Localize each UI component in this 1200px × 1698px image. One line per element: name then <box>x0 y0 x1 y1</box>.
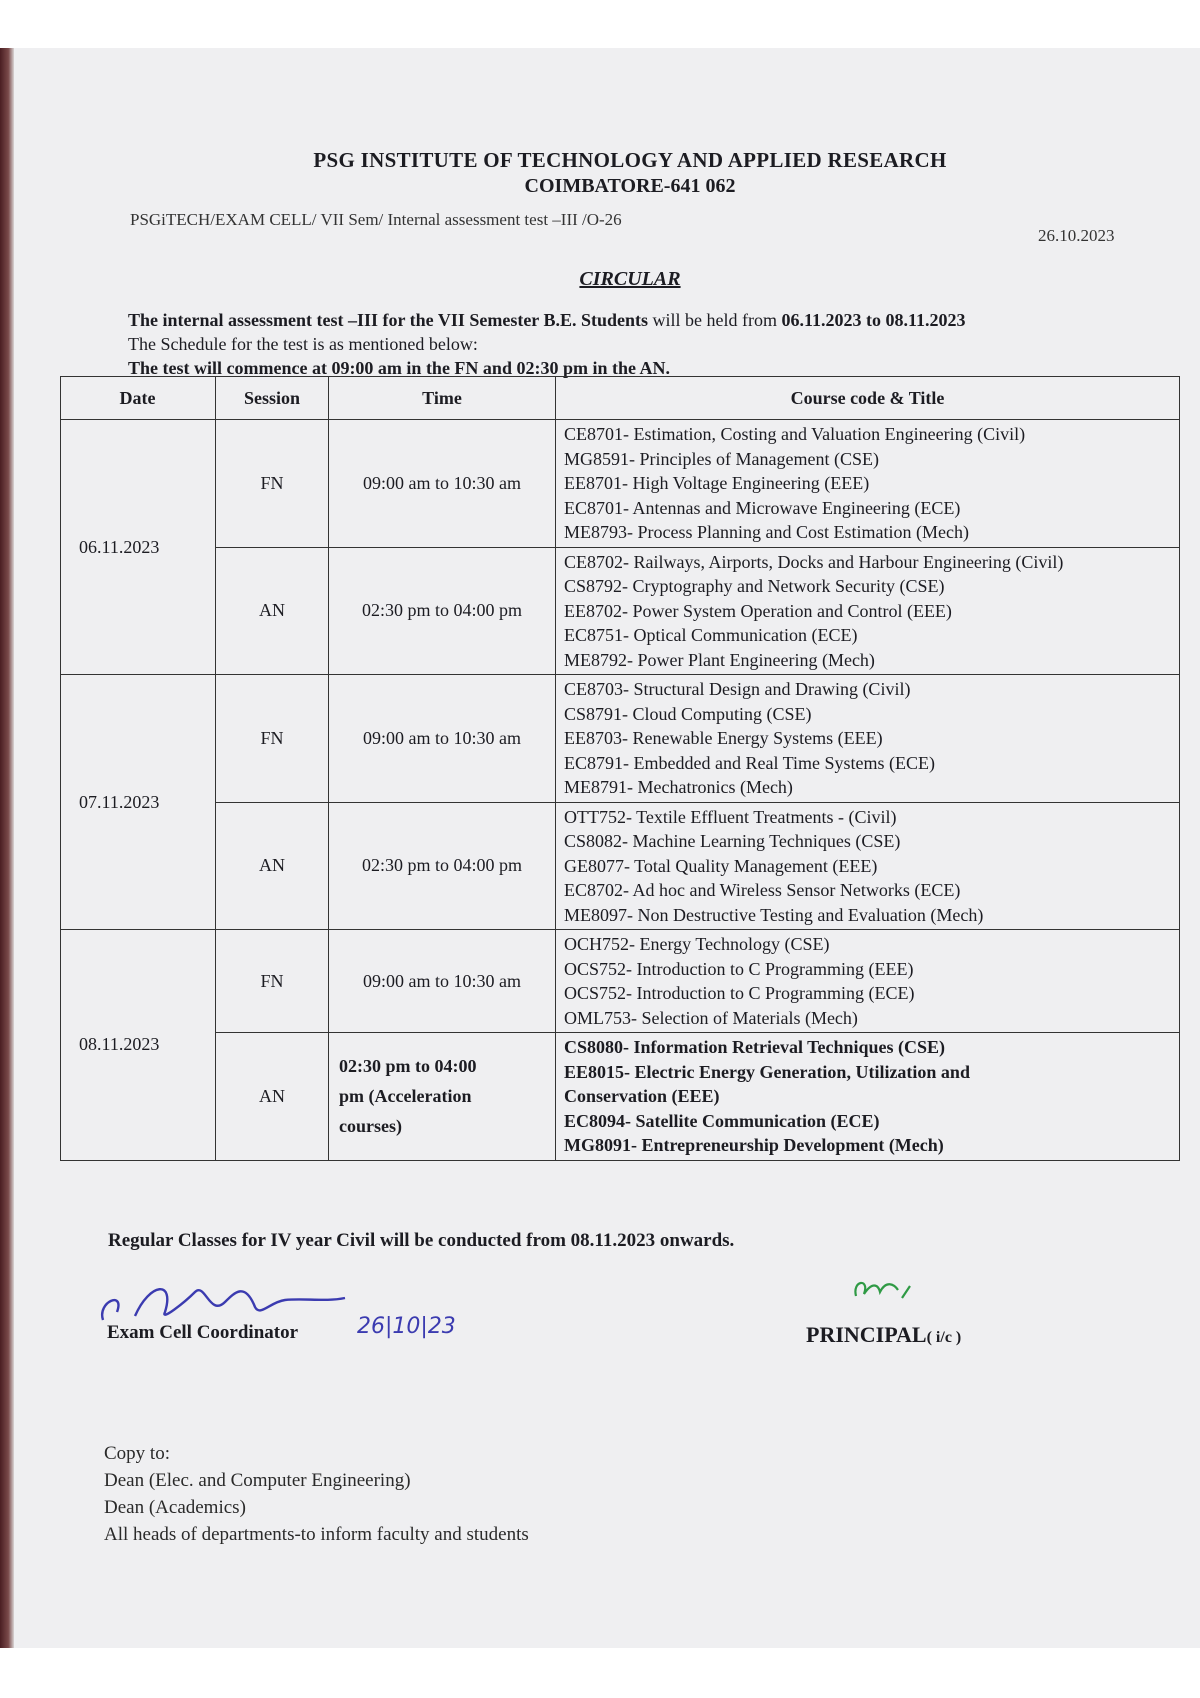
course-item: CS8791- Cloud Computing (CSE) <box>564 703 812 724</box>
session-cell: FN <box>216 930 329 1033</box>
table-row <box>61 1033 1180 1161</box>
course-item: OCH752- Energy Technology (CSE) <box>564 934 830 954</box>
header-time: Time <box>329 377 556 420</box>
course-cell <box>556 675 1180 803</box>
time-cell: 09:00 am to 10:30 am <box>329 930 556 1033</box>
course-item: CS8080- Information Retrieval Techniques (CSE) <box>564 1037 946 1057</box>
copy-to-list <box>104 1440 529 1548</box>
course-item: ME8792- Power Plant Engineering (Mech) <box>564 649 875 670</box>
time-cell: 09:00 am to 10:30 am <box>329 675 556 803</box>
course-item: CS8792- Cryptography and Network Security (CSE) <box>564 576 945 596</box>
course-item: OCS752- Introduction to C Programming (EEE) <box>564 958 914 979</box>
intro-line-1: The internal assessment test –III for the VII Semester B.E. Students will be held from 06.11.2023 to 08.11.2023 <box>128 310 966 330</box>
schedule-table <box>60 376 1180 1161</box>
copy-to-label: Copy to: <box>104 1443 170 1464</box>
course-item: EE8703- Renewable Energy Systems (EEE) <box>564 728 883 748</box>
course-item: OML753- Selection of Materials (Mech) <box>564 1007 858 1028</box>
session-cell: AN <box>216 802 329 930</box>
circular-intro <box>128 284 1168 380</box>
course-item: MG8591- Principles of Management (CSE) <box>564 448 879 469</box>
list-item: Dean (Academics) <box>104 1497 246 1518</box>
course-cell <box>556 420 1180 548</box>
course-item: EE8015- Electric Energy Generation, Utilization and <box>564 1061 970 1082</box>
header-session: Session <box>216 377 329 420</box>
intro-line-3: The test will commence at 09:00 am in the FN and 02:30 pm in the AN. <box>128 358 670 378</box>
course-cell <box>556 802 1180 930</box>
coordinator-title: Exam Cell Coordinator <box>107 1322 299 1343</box>
institution-city: COIMBATORE-641 062 <box>524 175 736 197</box>
date-cell: 07.11.2023 <box>61 675 216 930</box>
header-course: Course code & Title <box>556 377 1180 420</box>
course-item: ME8793- Process Planning and Cost Estimation (Mech) <box>564 522 969 542</box>
course-item: CE8701- Estimation, Costing and Valuation Engineering (Civil) <box>564 424 1026 444</box>
date-cell: 06.11.2023 <box>61 420 216 675</box>
course-item: EE8702- Power System Operation and Control (EEE) <box>564 600 952 621</box>
table-header-row <box>61 377 1180 420</box>
session-cell: AN <box>216 547 329 675</box>
course-item: EC8791- Embedded and Real Time Systems (ECE) <box>564 752 935 773</box>
course-item: CE8702- Railways, Airports, Docks and Harbour Engineering (Civil) <box>564 551 1064 572</box>
time-cell: 09:00 am to 10:30 am <box>329 420 556 548</box>
course-item: Conservation (EEE) <box>564 1086 720 1106</box>
principal-initials <box>850 1270 930 1310</box>
course-cell <box>556 1033 1180 1161</box>
list-item: All heads of departments-to inform faculty and students <box>104 1524 529 1545</box>
course-cell <box>556 930 1180 1033</box>
regular-classes-note: Regular Classes for IV year Civil will be conducted from 08.11.2023 onwards. <box>108 1230 735 1251</box>
course-item: OCS752- Introduction to C Programming (ECE) <box>564 983 915 1003</box>
coordinator-sign-date: 26|10|23 <box>357 1314 456 1339</box>
course-item: MG8091- Entrepreneurship Development (Mech) <box>564 1135 944 1155</box>
table-row <box>61 802 1180 930</box>
course-item: ME8791- Mechatronics (Mech) <box>564 777 793 797</box>
time-cell: 02:30 pm to 04:00 pm (Acceleration courses) <box>329 1033 556 1161</box>
session-cell: FN <box>216 420 329 548</box>
table-row <box>61 547 1180 675</box>
course-cell <box>556 547 1180 675</box>
header-date: Date <box>61 377 216 420</box>
course-item: OTT752- Textile Effluent Treatments - (Civil) <box>564 806 897 827</box>
date-cell: 08.11.2023 <box>61 930 216 1161</box>
table-row <box>61 930 1180 1033</box>
letterhead <box>0 148 1200 198</box>
course-item: CE8703- Structural Design and Drawing (Civil) <box>564 679 911 699</box>
reference-number: PSGiTECH/EXAM CELL/ VII Sem/ Internal assessment test –III /O-26 <box>130 210 622 229</box>
course-item: GE8077- Total Quality Management (EEE) <box>564 855 878 876</box>
list-item: Dean (Elec. and Computer Engineering) <box>104 1470 411 1491</box>
principal-title: PRINCIPAL( i/c ) <box>806 1322 962 1347</box>
course-item: EC8751- Optical Communication (ECE) <box>564 625 858 645</box>
course-item: EC8701- Antennas and Microwave Engineering (ECE) <box>564 497 961 518</box>
session-cell: AN <box>216 1033 329 1161</box>
table-row <box>61 675 1180 803</box>
table-row <box>61 420 1180 548</box>
course-item: ME8097- Non Destructive Testing and Evaluation (Mech) <box>564 904 984 925</box>
intro-line-2: The Schedule for the test is as mentioned below: <box>128 334 478 354</box>
time-cell: 02:30 pm to 04:00 pm <box>329 802 556 930</box>
principal-signature-block <box>790 1270 1050 1350</box>
session-cell: FN <box>216 675 329 803</box>
course-item: CS8082- Machine Learning Techniques (CSE) <box>564 831 901 851</box>
institution-name: PSG INSTITUTE OF TECHNOLOGY AND APPLIED RESEARCH <box>313 148 947 172</box>
course-item: EC8094- Satellite Communication (ECE) <box>564 1110 880 1131</box>
circular-date: 26.10.2023 <box>1038 226 1115 245</box>
circular-title: CIRCULAR <box>579 268 681 290</box>
course-item: EE8701- High Voltage Engineering (EEE) <box>564 473 870 493</box>
course-item: EC8702- Ad hoc and Wireless Sensor Networks (ECE) <box>564 880 961 900</box>
time-cell: 02:30 pm to 04:00 pm <box>329 547 556 675</box>
coordinator-signature-block <box>95 1280 515 1343</box>
